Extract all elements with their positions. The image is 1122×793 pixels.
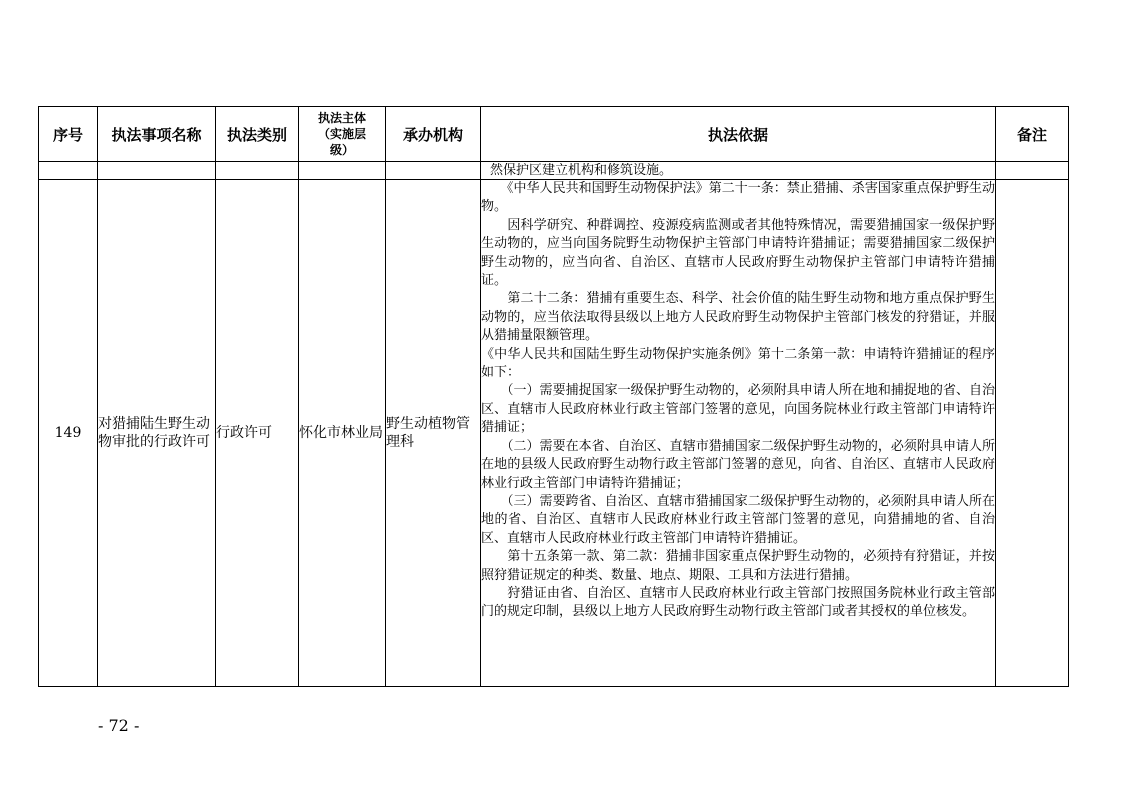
header-remark: 备注 <box>996 107 1069 162</box>
header-dept: 承办机构 <box>386 107 481 162</box>
continued-basis-text: 然保护区建立机构和修筑设施。 <box>490 162 673 178</box>
continued-remark-cell <box>996 162 1069 180</box>
continued-subject-cell <box>299 162 386 180</box>
continued-category-cell <box>216 162 299 180</box>
header-category: 执法类别 <box>216 107 299 162</box>
basis-paragraph: （二）需要在本省、自治区、直辖市猎捕国家二级保护野生动物的，必须附具申请人所在地的县级人民政府野生动物行政主管部门签署的意见，向省、自治区、直辖市人民政府林业行政主管部门申请特许猎捕证； <box>481 438 995 491</box>
basis-paragraph: 因科学研究、种群调控、疫源疫病监测或者其他特殊情况，需要猎捕国家一级保护野生动物的，应当向国务院野生动物保护主管部门申请特许猎捕证；需要猎捕国家二级保护野生动物的，应当向省、自治区、直辖市人民政府野生动物保护主管部门申请特许猎捕证。 <box>481 217 995 289</box>
header-seq: 序号 <box>39 107 98 162</box>
basis-paragraph: （三）需要跨省、自治区、直辖市猎捕国家二级保护野生动物的，必须附具申请人所在地的省、自治区、直辖市人民政府林业行政主管部门签署的意见，向猎捕地的省、自治区、直辖市人民政府林业行政主管部门申请特许猎捕证。 <box>481 493 995 546</box>
basis-paragraph: 《中华人民共和国野生动物保护法》第二十一条：禁止猎捕、杀害国家重点保护野生动物。 <box>481 181 995 215</box>
law-enforcement-table <box>38 106 1069 687</box>
header-subject: 执法主体 （实施层 级） <box>299 107 386 162</box>
page-number: - 72 - <box>98 716 140 735</box>
header-basis: 执法依据 <box>481 107 996 162</box>
continued-basis-cell <box>481 162 996 180</box>
table-row <box>39 180 1069 687</box>
continued-item-cell <box>98 162 216 180</box>
row-item-name: 对猎捕陆生野生动物审批的行政许可 <box>98 180 216 687</box>
basis-paragraph: （一）需要捕捉国家一级保护野生动物的，必须附具申请人所在地和捕捉地的省、自治区、直辖市人民政府林业行政主管部门签署的意见，向国务院林业行政主管部门申请特许猎捕证； <box>481 383 995 436</box>
row-seq: 149 <box>39 180 98 687</box>
row-basis <box>481 180 996 687</box>
basis-paragraph: 第十五条第一款、第二款：猎捕非国家重点保护野生动物的，必须持有狩猎证，并按照狩猎证规定的种类、数量、地点、期限、工具和方法进行猎捕。 <box>481 549 995 583</box>
header-row <box>39 107 1069 162</box>
continued-row <box>39 162 1069 180</box>
row-category: 行政许可 <box>216 180 299 687</box>
continued-dept-cell <box>386 162 481 180</box>
row-subject: 怀化市林业局 <box>299 180 386 687</box>
basis-paragraph: 《中华人民共和国陆生野生动物保护实施条例》第十二条第一款：申请特许猎捕证的程序如下： <box>481 346 995 381</box>
header-item-name: 执法事项名称 <box>98 107 216 162</box>
row-dept: 野生动植物管理科 <box>386 180 481 687</box>
continued-seq-cell <box>39 162 98 180</box>
row-remark <box>996 180 1069 687</box>
basis-paragraph: 狩猎证由省、自治区、直辖市人民政府林业行政主管部门按照国务院林业行政主管部门的规定印制，县级以上地方人民政府野生动物行政主管部门或者其授权的单位核发。 <box>481 585 995 620</box>
basis-paragraph: 第二十二条：猎捕有重要生态、科学、社会价值的陆生野生动物和地方重点保护野生动物的，应当依法取得县级以上地方人民政府野生动物保护主管部门核发的狩猎证，并服从猎捕量限额管理。 <box>481 291 995 344</box>
